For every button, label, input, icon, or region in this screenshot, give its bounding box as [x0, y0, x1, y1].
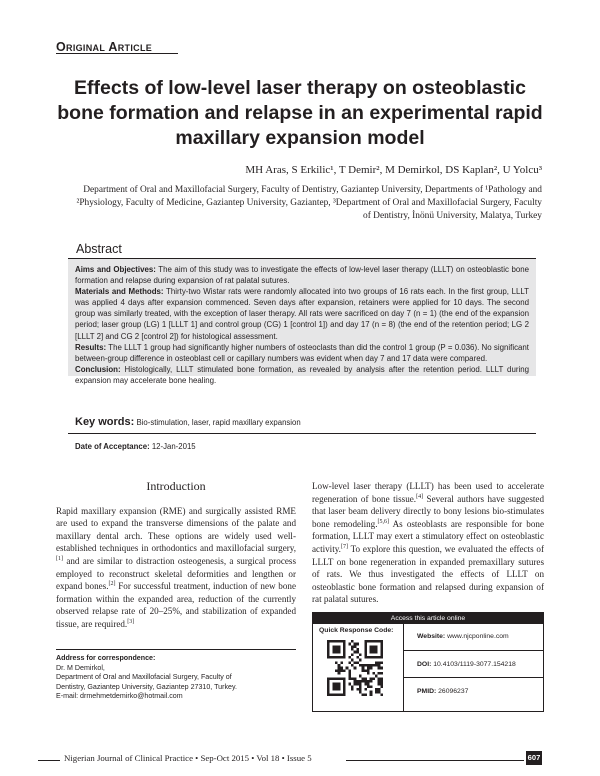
intro-p2b-text: Several authors have suggested that laser beam delivery directly to bony lesions bio-stimulates bone remodeling.: [312, 493, 544, 529]
ref-1[interactable]: [1]: [56, 555, 63, 562]
section-underline: [56, 53, 178, 54]
website-label: Website:: [417, 633, 446, 640]
access-divider-vertical: [403, 624, 404, 711]
intro-paragraph-1: [56, 505, 296, 631]
affiliation-line-1: Department of Oral and Maxillofacial Surgery, Faculty of Dentistry, Gaziantep University, Departments of ¹Pathology and: [83, 185, 542, 195]
keywords-label: Key words:: [75, 416, 135, 428]
doi-label: DOI:: [417, 661, 432, 668]
affiliations: [60, 184, 542, 222]
keywords: [75, 416, 301, 428]
conclusion-label: Conclusion:: [75, 364, 121, 374]
access-divider-1: [403, 650, 544, 651]
correspondence-label: [56, 654, 296, 664]
doi-value[interactable]: 10.4103/1119-3077.154218: [431, 661, 516, 668]
pmid-row[interactable]: [417, 688, 468, 695]
methods-label: Materials and Methods:: [75, 287, 164, 297]
doi-row[interactable]: [417, 661, 516, 668]
footer-rule-right: [346, 760, 524, 761]
intro-paragraph-2: [312, 480, 544, 606]
keywords-divider: [68, 433, 536, 434]
abstract-conclusion: [75, 364, 529, 386]
page-number: 607: [526, 751, 542, 765]
pmid-label: PMID:: [417, 688, 437, 695]
affiliation-line-3: of Dentistry, İnönü University, Malatya, Turkey: [363, 210, 542, 221]
abstract-heading: Abstract: [76, 242, 122, 256]
results-text: The LLLT 1 group had significantly higher numbers of osteoclasts than did the control 1 group (P = 0.036). No significant between-group difference in osteoblast cell or capillary numbers was evident when day 7 and 17 data were compared.: [75, 342, 529, 363]
acceptance-label: Date of Acceptance:: [75, 442, 150, 451]
title-line-1: Effects of low-level laser therapy on osteoblastic: [74, 77, 526, 99]
correspondence-name: Dr. M Demirkol,: [56, 663, 105, 672]
footer-journal: Nigerian Journal of Clinical Practice • Sep-Oct 2015 • Vol 18 • Issue 5: [64, 753, 312, 763]
qr-code-icon[interactable]: [327, 640, 383, 696]
intro-left-column: [56, 480, 296, 631]
access-heading: Access this article online: [313, 613, 543, 624]
correspondence-line-1: Department of Oral and Maxillofacial Surgery, Faculty of: [56, 673, 232, 682]
website-value[interactable]: www.njcponline.com: [445, 633, 509, 640]
intro-p2c-text: As osteoblasts are responsible for bone formation, LLLT may exert a stimulatory effect on osteoblastic activity.: [312, 518, 544, 554]
abstract-methods: [75, 286, 529, 341]
footer-rule-left: [38, 760, 60, 761]
abstract-box: [68, 258, 536, 385]
access-divider-2: [403, 677, 544, 678]
ref-7[interactable]: [7]: [340, 543, 348, 550]
ref-4[interactable]: [4]: [416, 493, 424, 500]
qr-label: Quick Response Code:: [319, 627, 394, 634]
aims-text: The aim of this study was to investigate the effects of low-level laser therapy (LLLT) on osteoblastic bone formation and relapse during expansion of rat palatal sutures.: [75, 265, 530, 286]
aims-label: Aims and Objectives:: [75, 265, 156, 274]
pmid-value[interactable]: 26096237: [436, 688, 469, 695]
ref-2[interactable]: [2]: [108, 581, 116, 588]
intro-heading: Introduction: [146, 479, 206, 493]
methods-text: Thirty-two Wistar rats were randomly allocated into two groups of 16 rats each. In the first group, LLLT was applied 4 days after expansion commenced. Seven days after expansion, retainers were applied for 10 days. The second group was similarly treated, with the exception of laser therapy. All rats were sacrificed on day 7 (n = 1) (the end of the expansion period; laser group (LG) 1 [LLLT 1] and control group (CG) 1 [control 1]) and day 17 (n = 8) (the end of the retention period; LG 2 [LLLT 2] and CG 2 [control 2]) for histological assessment.: [75, 287, 529, 341]
affiliation-line-2: ²Physiology, Faculty of Medicine, Gaziantep University, Gaziantep, ³Department of Oral and Maxillofacial Surgery, Faculty: [76, 197, 542, 208]
correspondence-label-text: Address for correspondence:: [56, 654, 156, 662]
section-label: Original Article: [56, 40, 153, 54]
acceptance-date: [75, 442, 196, 451]
website-row[interactable]: [417, 633, 509, 640]
results-label: Results:: [75, 342, 107, 352]
intro-right-column: [312, 480, 544, 606]
author-list: MH Aras, S Erkilic¹, T Demir², M Demirkol, DS Kaplan², U Yolcu³: [245, 164, 542, 176]
intro-p1b-text: and are similar to distraction osteogenesis, a surgical process employed to reconstruct skeletal deformities and lengthen or expand bones.: [56, 555, 296, 592]
title-line-2: bone formation and relapse in an experimental rapid: [57, 102, 543, 124]
correspondence-box: [56, 649, 296, 702]
intro-p2d-text: To explore this question, we evaluated the effects of LLLT on bone regeneration in expanded premaxillary sutures of rats. We thus investigated the effects of LLLT on osteoblastic bone formation and relapsed during expansion of rat palatal sutures.: [312, 543, 544, 605]
conclusion-text: Histologically, LLLT stimulated bone formation, as revealed by analysis after the retention period. LLLT during expansion may accelerate bone healing.: [75, 364, 529, 385]
abstract-results: [75, 342, 529, 364]
article-title: [40, 76, 560, 151]
ref-3[interactable]: [3]: [127, 618, 135, 625]
title-line-3: maxillary expansion model: [175, 127, 425, 149]
intro-p2a-text: Low-level laser therapy (LLLT) has been used to accelerate regeneration of bone tissue.: [312, 481, 544, 504]
acceptance-value: 12-Jan-2015: [149, 442, 196, 451]
correspondence-email[interactable]: E-mail: drmehmetdemirko@hotmail.com: [56, 692, 183, 701]
correspondence-line-2: Dentistry, Gaziantep University, Gaziantep 27310, Turkey.: [56, 682, 237, 691]
intro-p1-text: Rapid maxillary expansion (RME) and surgically assisted RME are used to expand the transverse dimensions of the palate and maxillary dental arch. These options are widely used well-established techniques in orthodontics and maxillofacial surgery,: [56, 505, 296, 554]
ref-5-6[interactable]: [5,6]: [377, 518, 389, 525]
access-online-box: [312, 612, 544, 712]
keywords-text: Bio-stimulation, laser, rapid maxillary expansion: [134, 418, 301, 427]
intro-p1c-text: For successful treatment, induction of new bone formation within the expanded area, reduction of the currently observed relapse rate of 20–25%, and stabilization of expanded tissue, are required.: [56, 581, 296, 629]
abstract-aims: [75, 264, 529, 286]
